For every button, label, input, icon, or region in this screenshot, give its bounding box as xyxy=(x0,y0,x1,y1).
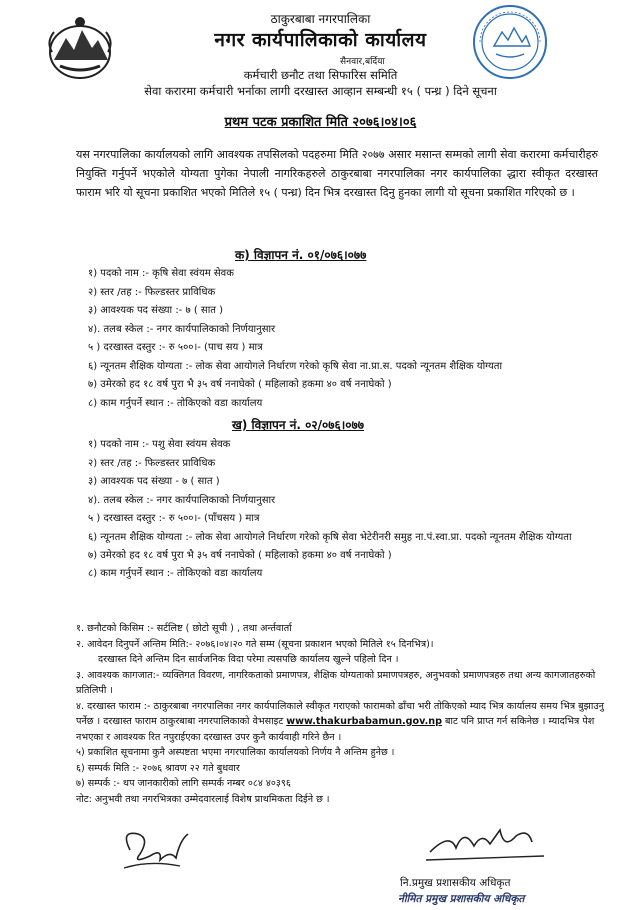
ad-2-heading: ख) विज्ञापन नं. ०२/०७६।०७७ xyxy=(232,418,364,432)
list-item: १) पदको नाम :- पशु सेवा स्वंयम सेवक xyxy=(88,439,231,450)
list-item: ३) आवश्यक पद संख्या - ७ ( सात ) xyxy=(88,476,220,487)
note-4-text-cont: बाट पनि प्राप्त गर्न सकिनेछ । म्यादभित्र पेश नभएका र आवश्यक रित नपुराईएका दरखास्त उपर कुनै कार्यवाही गरिने छैन । xyxy=(76,716,595,743)
list-item: ५ ) दरखास्त दस्तुर :- रु ५००।- (पाच सय ) मात्र xyxy=(88,342,263,353)
note-4-text: ४. दरखास्त फाराम :- ठाकुरबाबा नगरपालिका नगर कार्यपालिकाले स्वीकृत गराएको फारामको ढाँचा भरी तोकिएको म्याद भित्र कार्यालय समय भित्र बुझाउनु पर्नेछ । दरखास्त फाराम ठाकुरबाबा नगरपालिकाको वेभसाइट xyxy=(76,700,604,727)
office-title: नगर कार्यपालिकाको कार्यालय xyxy=(214,29,427,51)
published-date: प्रथम पटक प्रकाशित मिति २०७६।०४।०६ xyxy=(224,115,417,130)
note-item: ५) प्रकाशित सूचनामा कुनै अस्पष्टता भएमा नगरपालिका कार्यालयको निर्णय नै अन्तिम हुनेछ । xyxy=(76,747,395,758)
ad-1-heading: क) विज्ञापन नं. ०१/०७६।०७७ xyxy=(235,248,367,262)
website-link[interactable]: www.thakurbabamun.gov.np xyxy=(286,716,442,727)
list-item: २) स्तर /तह :- फिल्डस्तर प्राविधिक xyxy=(88,286,216,298)
note-item: ६) सम्पर्क मिति :- २०७६ श्रावण २२ गते बुधवार xyxy=(76,762,240,774)
note-item: दरखास्त दिने अन्तिम दिन सार्वजनिक विदा परेमा त्यसपछि कार्यालय खुल्ने पहिलो दिन । xyxy=(98,654,399,665)
list-item: २) स्तर /तह :- फिल्डस्तर प्राविधिक xyxy=(88,457,216,469)
list-item: ८) काम गर्नुपर्ने स्थान :- तोकिएको वडा कार्यालय xyxy=(88,568,263,579)
list-item: ७) उमेरको हद १८ वर्ष पुरा भै ३५ वर्ष ननाघेको ( महिलाको हकमा ४० वर्ष ननाघेको ) xyxy=(88,549,392,561)
signature-left-icon xyxy=(110,820,200,875)
ad-1-list xyxy=(88,265,608,413)
stamp-text: नीमित प्रमुख प्रशासकीय अधिकृत xyxy=(398,893,525,905)
office-location: सैनवार,बर्दिया xyxy=(340,57,385,67)
list-item: ७) उमेरको हद १८ वर्ष पुरा भै ३५ वर्ष ननाघेको ( महिलाको हकमा ४० वर्ष ननाघेको ) xyxy=(88,379,392,390)
list-item: ६) न्यूनतम शैक्षिक योग्यता :- लोक सेवा आयोगले निर्धारण गरेको कृषि सेवा ना.प्रा.स. पदको न्यूनतम शैक्षिक योग्यता xyxy=(88,360,503,372)
ad-2-list xyxy=(88,436,608,584)
note-item: २. आवेदन दिनुपर्ने अन्तिम मिति:- २०७६।०४।२० गते सम्म (सूचना प्रकाशन भएको मितिले १५ दिनभित्र)। xyxy=(76,638,434,650)
notes-list xyxy=(76,621,616,807)
signatory-title: नि.प्रमुख प्रशासकीय अधिकृत xyxy=(400,877,511,889)
signature-right-icon xyxy=(420,822,550,867)
note-item xyxy=(76,699,616,746)
notice-title: सेवा करारमा कर्मचारी भर्नाका लागी दरखास्त आव्हान सम्बन्धी १५ ( पन्ध्र ) दिने सूचना xyxy=(144,84,497,98)
note-item: १. छनौटको किसिम :- सर्टलिष्ट ( छोटो सूची ) , तथा अर्न्तवार्ता xyxy=(76,623,292,634)
list-item: ८) काम गर्नुपर्ने स्थान :- तोकिएको वडा कार्यालय xyxy=(88,397,263,409)
list-item: १) पदको नाम :- कृषि सेवा स्वंयम सेवक xyxy=(88,268,234,279)
note-item: ७) सम्पर्क :- थप जानकारीको लागि सम्पर्क नम्बर ०८४ ४०३९६ xyxy=(76,778,291,789)
municipality-name: ठाकुरबाबा नगरपालिका xyxy=(270,12,371,26)
list-item: ५ ) दरखास्त दस्तुर :- रु ५००।- (पाँचसय ) मात्र xyxy=(88,513,260,524)
list-item: ३) आवश्यक पद संख्या :- ७ ( सात ) xyxy=(88,305,224,316)
list-item: ६) न्यूनतम शैक्षिक योग्यता :- लोक सेवा आयोगले निर्धारण गरेको कृषि सेवा भेटेरीनरी समुह ना.पं.स्वा.प्रा. पदको न्यूनतम शैक्षिक योग्यता xyxy=(88,531,572,543)
committee-name: कर्मचारी छनौट तथा सिफारिस समिति xyxy=(243,68,398,82)
list-item: ४). तलब स्केल :- नगर कार्यपालिकाको निर्णयानुसार xyxy=(88,494,276,506)
note-item: नोट: अनुभवी तथा नगरभित्रका उम्मेदवारलाई विशेष प्राथमिकता दिईने छ । xyxy=(76,793,330,805)
intro-paragraph: यस नगरपालिका कार्यालयको लागि आवश्यक तपसिलको पदहरुमा मिति २०७७ असार मसान्त सम्मको लागी सेवा करारमा कर्मचारीहरु नियुक्ति गर्नुपर्ने भएकोले योग्यता पुगेका नेपाली नागरिकहरुले ठाकुरबाबा नगरपालिका नगर कार्यपालिका द्धारा स्वीकृत दरखास्त फाराम भरि यो सूचना प्रकाशित भएको मितिले १५ ( पन्ध्र) दिन भित्र दरखास्त दिनु हुनका लागी यो सूचना प्रकाशित गरिएको छ । xyxy=(76,148,598,199)
list-item: ४). तलब स्केल :- नगर कार्यपालिकाको निर्णयानुसार xyxy=(88,323,276,335)
note-item: ३. आवश्यक कागजात:- व्यक्तिगत विवरण, नागरिकताको प्रमाणपत्र, शैक्षिक योग्यताको प्रमाणपत्रहरु, अनुभवको प्रमाणपत्रहरु तथा अन्य कागजातहरुको प्रतिलिपी । xyxy=(76,669,596,696)
